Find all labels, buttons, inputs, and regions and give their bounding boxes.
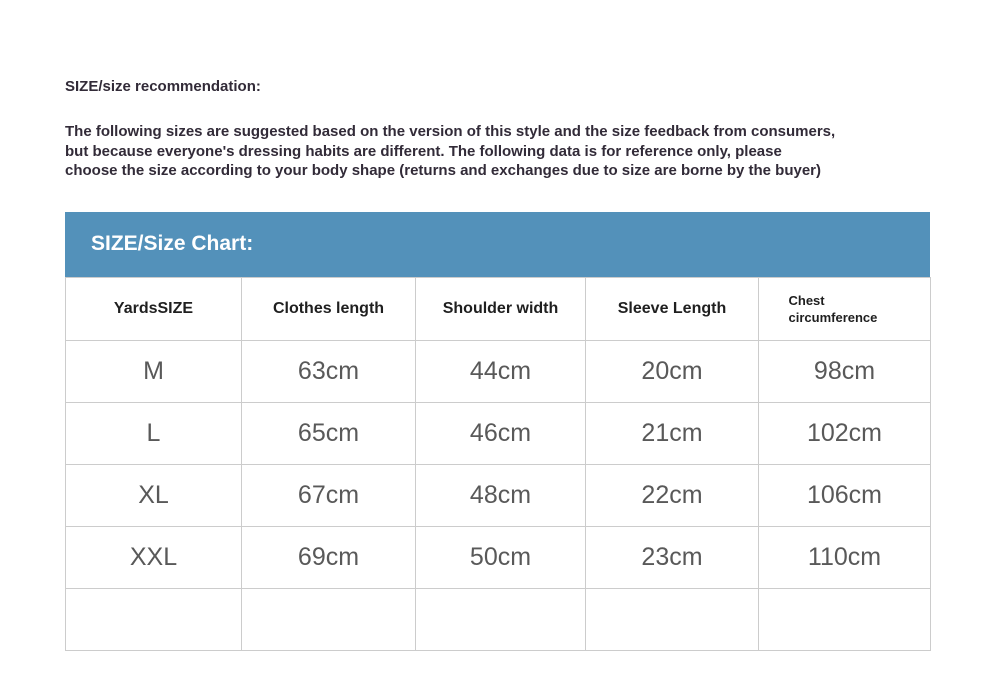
size-chart-title: SIZE/Size Chart: <box>91 232 254 255</box>
clothes-length-cell: 69cm <box>242 526 416 588</box>
size-note-line-3: choose the size according to your body shape (returns and exchanges due to size are borne by the buyer) <box>65 162 822 179</box>
size-cell: M <box>66 340 242 402</box>
table-row-empty <box>66 588 931 650</box>
size-cell: XL <box>66 464 242 526</box>
size-cell: L <box>66 402 242 464</box>
sleeve-length-cell: 20cm <box>586 340 759 402</box>
shoulder-width-cell: 46cm <box>416 402 586 464</box>
chest-circumference-cell: 102cm <box>759 402 931 464</box>
sleeve-length-cell: 22cm <box>586 464 759 526</box>
chest-circumference-cell: 106cm <box>759 464 931 526</box>
table-row-xl <box>66 464 931 526</box>
clothes-length-cell: 67cm <box>242 464 416 526</box>
shoulder-width-cell: 44cm <box>416 340 586 402</box>
column-header-size: YardsSIZE <box>66 277 242 340</box>
shoulder-width-cell <box>416 588 586 650</box>
chest-circumference-cell <box>759 588 931 650</box>
size-table-header-row <box>66 277 931 340</box>
size-table <box>65 277 931 651</box>
clothes-length-cell: 63cm <box>242 340 416 402</box>
page-title: SIZE/size recommendation: <box>65 78 261 95</box>
size-cell: XXL <box>66 526 242 588</box>
sleeve-length-cell: 23cm <box>586 526 759 588</box>
chest-circumference-cell: 110cm <box>759 526 931 588</box>
column-header-clothes-length: Clothes length <box>242 277 416 340</box>
column-header-sleeve-length: Sleeve Length <box>586 277 759 340</box>
clothes-length-cell: 65cm <box>242 402 416 464</box>
chest-circumference-cell: 98cm <box>759 340 931 402</box>
size-note-paragraph <box>65 122 965 181</box>
size-chart-title-bar <box>65 212 930 277</box>
column-header-shoulder-width: Shoulder width <box>416 277 586 340</box>
size-cell <box>66 588 242 650</box>
table-row-xxl <box>66 526 931 588</box>
table-row-m <box>66 340 931 402</box>
column-header-chest-circumference: Chest circumference <box>759 277 931 340</box>
shoulder-width-cell: 50cm <box>416 526 586 588</box>
size-note-line-1: The following sizes are suggested based on the version of this style and the size feedback from consumers, <box>65 123 836 140</box>
shoulder-width-cell: 48cm <box>416 464 586 526</box>
sleeve-length-cell: 21cm <box>586 402 759 464</box>
clothes-length-cell <box>242 588 416 650</box>
size-note-line-2: but because everyone's dressing habits are different. The following data is for reference only, please <box>65 142 782 160</box>
size-chart-section <box>65 212 930 651</box>
sleeve-length-cell <box>586 588 759 650</box>
table-row-l <box>66 402 931 464</box>
